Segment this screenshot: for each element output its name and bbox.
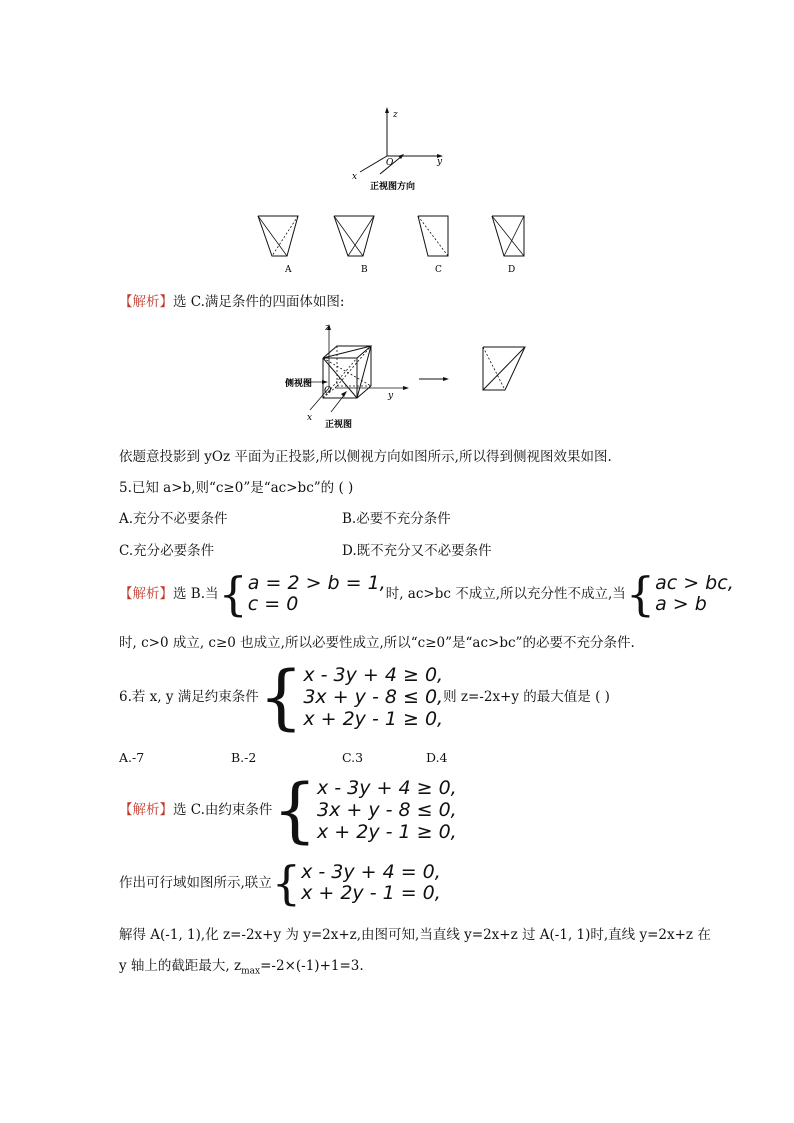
fig1-origin-label: O	[386, 158, 394, 168]
q6-analysis-pre: 选 C.由约束条件	[173, 802, 273, 818]
option-a-drawing	[258, 216, 298, 256]
q6-sys-row3: x + 2y - 1 ≥ 0,	[303, 708, 444, 730]
q6-sysb-row1: x - 3y + 4 ≥ 0,	[316, 777, 457, 799]
left-brace: {	[258, 656, 304, 738]
q5-option-c: C.充分必要条件	[119, 543, 215, 559]
fig2-side-view-label: 侧视图	[285, 379, 313, 389]
fig1-y-label: y	[437, 157, 443, 167]
q6-stem-pre: 6.若 x, y 满足约束条件	[119, 689, 259, 705]
option-d-label: D	[508, 265, 516, 275]
q6-sys-row2: 3x + y - 8 ≤ 0,	[303, 686, 444, 708]
q6-sysb-row3: x + 2y - 1 ≥ 0,	[316, 821, 457, 843]
fig1-z-label: z	[393, 110, 398, 120]
q4-analysis-text: 选 C.满足条件的四面体如图:	[173, 294, 345, 310]
left-brace: {	[271, 856, 302, 910]
q5-sys1-row1: a = 2 > b = 1,	[247, 572, 386, 594]
q5-sys2-row2: a > b	[655, 593, 707, 615]
q6-sysc-row2: x + 2y - 1 = 0,	[301, 882, 441, 904]
q5-option-b: B.必要不充分条件	[342, 511, 451, 527]
fig2-front-view-label: 正视图	[325, 420, 353, 430]
option-a-label: A	[285, 265, 292, 275]
fig2-x-label: x	[307, 413, 313, 423]
analysis-tag: 【解析】	[119, 294, 173, 310]
q6-system-b	[272, 769, 457, 851]
q6-sysc-row1: x - 3y + 4 = 0,	[301, 861, 441, 883]
q6-sol2-post: =-2×(-1)+1=3.	[260, 958, 364, 974]
analysis-tag: 【解析】	[119, 802, 173, 818]
q6-option-c: C.3	[342, 750, 364, 765]
q6-option-a: A.-7	[119, 750, 145, 765]
q5-analysis-mid: 时, ac>bc 不成立,所以充分性不成立,当	[385, 586, 626, 602]
fig2-cube-drawing	[285, 320, 415, 430]
q4-analysis	[119, 293, 344, 311]
q5-analysis	[119, 567, 734, 621]
q5-system-1	[218, 567, 386, 621]
q6-sol2-pre: y 轴上的截距最大, z	[119, 958, 242, 974]
left-brace: {	[218, 567, 248, 621]
q6-option-b: B.-2	[231, 750, 257, 765]
fig1-x-label: x	[352, 172, 358, 182]
fig2-origin-label: O	[324, 386, 332, 396]
q6-sys-row1: x - 3y + 4 ≥ 0,	[303, 664, 444, 686]
fig1-options	[250, 210, 540, 276]
fig1-caption: 正视图方向	[370, 182, 416, 192]
q6-sol2-sub: max	[241, 966, 261, 977]
q6-solution-line2	[119, 957, 364, 981]
q6-analysis	[119, 769, 457, 851]
option-b-label: B	[361, 265, 368, 275]
q5-analysis-pre: 选 B.当	[173, 586, 219, 602]
option-c-drawing	[418, 216, 448, 256]
fig2-y-label: y	[388, 391, 394, 401]
q5-analysis-line2: 时, c>0 成立, c≥0 也成立,所以必要性成立,所以“c≥0”是“ac>bc”的必要不充分条件.	[119, 635, 635, 651]
q5-option-a: A.充分不必要条件	[119, 511, 228, 527]
q6-joint-line	[119, 856, 441, 910]
q6-system	[258, 656, 444, 738]
q6-sysb-row2: 3x + y - 8 ≤ 0,	[316, 799, 457, 821]
left-brace: {	[272, 769, 317, 851]
q5-sys2-row1: ac > bc,	[655, 572, 734, 594]
q6-stem	[119, 656, 610, 738]
q6-solution-line1: 解得 A(-1, 1),化 z=-2x+y 为 y=2x+z,由图可知,当直线 y=2x+z 过 A(-1, 1)时,直线 y=2x+z 在	[119, 927, 711, 943]
q5-system-2	[625, 567, 734, 621]
fig2-z-label: z	[325, 323, 330, 333]
left-brace: {	[625, 567, 656, 621]
q6-stem-post: 则 z=-2x+y 的最大值是 ( )	[443, 689, 610, 705]
q6-joint-pre: 作出可行域如图所示,联立	[119, 875, 272, 891]
q5-option-d: D.既不充分又不必要条件	[342, 543, 492, 559]
q5-sys1-row2: c = 0	[247, 593, 299, 615]
q4-conclusion: 依题意投影到 yOz 平面为正投影,所以侧视方向如图所示,所以得到侧视图效果如图.	[119, 449, 612, 465]
analysis-tag: 【解析】	[119, 586, 173, 602]
q5-stem: 5.已知 a>b,则“c≥0”是“ac>bc”的 ( )	[119, 480, 354, 496]
q6-option-d: D.4	[426, 750, 448, 765]
fig2-arrow-and-result	[415, 340, 535, 400]
q6-system-c	[271, 856, 441, 910]
option-b-drawing	[334, 216, 374, 256]
fig1-axes	[340, 104, 460, 194]
option-d-drawing	[492, 216, 524, 256]
option-c-label: C	[435, 265, 442, 275]
